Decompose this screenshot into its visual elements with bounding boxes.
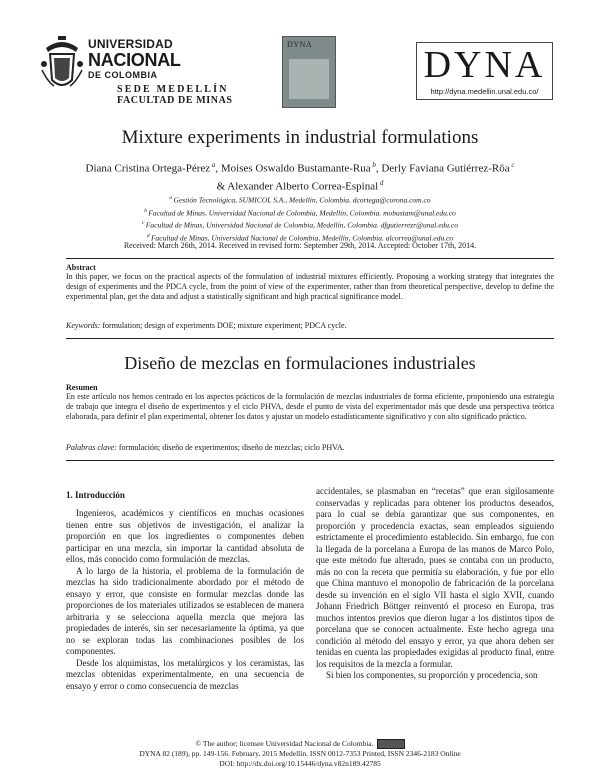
- author-affiliation-marker: d: [378, 178, 384, 187]
- author-separator: ,: [375, 162, 382, 175]
- body-column-right: [316, 486, 554, 682]
- author-affiliation-marker: a: [210, 161, 216, 169]
- university-name: [88, 38, 218, 80]
- author-line-2: [60, 176, 540, 194]
- abstract-heading: Abstract: [66, 263, 96, 272]
- author-name: Alexander Alberto Correa-Espinal: [227, 180, 379, 193]
- affiliation-marker: c: [141, 220, 146, 226]
- author-line-1: [60, 158, 540, 176]
- cover-title: DYNA: [287, 40, 313, 49]
- journal-logo-box: [416, 42, 553, 100]
- body-paragraph: Ingenieros, académicos y científicos en muchas ocasiones tienen entre sus objetivos de investigación, el analizar la proporción en que los ingredientes o componentes deben participar en una mezcla, sin importar la cantidad absoluta de ellos, más conocido como formulación de mezclas.: [66, 508, 304, 564]
- affiliation-item: [100, 193, 500, 206]
- keywords-text: formulation; design of experiments DOE; mixture experiment; PDCA cycle.: [100, 321, 347, 330]
- palabras-label: Palabras clave:: [66, 443, 117, 452]
- received-dates: Received: March 26th, 2014. Received in revised form: September 29th, 2014. Accepted: October 17th, 2014.: [123, 241, 477, 250]
- body-column-left: [66, 508, 304, 692]
- affiliation-text: Gestión Tecnológica, SUMICOL S.A., Medellín, Colombia. dcortega@corona.com.co: [173, 195, 431, 205]
- palabras-clave: [66, 443, 345, 453]
- author-ampersand: &: [216, 180, 228, 193]
- university-line3: DE COLOMBIA: [88, 70, 158, 80]
- affiliation-text: Facultad de Minas, Universidad Nacional de Colombia, Medellín, Colombia. mobustam@unal.edu.co: [148, 208, 456, 217]
- journal-cover-thumbnail: [282, 36, 336, 108]
- affiliation-marker: d: [146, 232, 151, 239]
- divider: [66, 460, 554, 461]
- abstract-text: In this paper, we focus on the practical aspects of the formulation of industrial mixtures efficiently. Proposing a working strategy that integrates the design of experiments and the PDCA cycle, from the point of view of the experimenter, rather than from theoretical perspective, develop to define the experimental plan, get the data and adjust a statistically significant and high practical significance model.: [66, 272, 554, 301]
- footer-copyright: [0, 739, 600, 749]
- journal-name: DYNA: [423, 44, 546, 86]
- keywords: [66, 321, 347, 331]
- university-line2: NACIONAL: [88, 50, 181, 70]
- divider: [66, 258, 554, 259]
- affiliation-list: [100, 193, 500, 243]
- author-separator: ,: [215, 162, 221, 175]
- divider: [66, 338, 554, 339]
- footer-doi[interactable]: DOI: http://dx.doi.org/10.15446/dyna.v82n189.42785: [219, 759, 381, 768]
- resumen-text: En este artículo nos hemos centrado en los aspectos prácticos de la formulación de mezclas industriales de forma eficiente, proponiendo una estrategia de trabajo que integra el diseño de experimentos y el ciclo PHVA, desde el punto de vista del experimentador más que desde una perspectiva teórica elaborada, para definir el plan experimental, obtener los datos y ajustar un modelo estadísticamente significativo y con alto significado práctico.: [66, 392, 554, 421]
- sede-label: SEDE MEDELLÍN: [117, 84, 229, 95]
- article-title-en: Mixture experiments in industrial formulations: [121, 127, 479, 148]
- keywords-label: Keywords:: [66, 321, 101, 330]
- affiliation-text: Facultad de Minas, Universidad Nacional de Colombia, Medellín, Colombia. alcorrea@unal.edu.co: [150, 233, 454, 242]
- article-title-es: Diseño de mezclas en formulaciones industriales: [124, 353, 476, 373]
- copyright-text: © The author; licensee Universidad Nacional de Colombia.: [195, 739, 374, 748]
- author-affiliation-marker: b: [370, 161, 376, 169]
- journal-url[interactable]: http://dyna.medellin.unal.edu.co/: [430, 87, 539, 96]
- body-paragraph: A lo largo de la historia, el problema de la formulación de mezclas ha sido tradicionalmente abordado por el método de ensayo y error, que consiste en formular mezclas donde las proporciones de los materiales utilizados se establecen de manera arbitraria y se selecciona aquella mezcla que mejora las propiedades de interés, sin ser necesariamente la óptima, ya que no se exploran todas las combinaciones posibles de los componentes.: [66, 565, 304, 656]
- affiliation-marker: b: [144, 207, 149, 214]
- body-paragraph: Si bien los componentes, su proporción y procedencia, son: [326, 670, 538, 680]
- cover-image: [289, 59, 329, 99]
- author-list: [60, 158, 540, 193]
- author-name: Derly Faviana Gutiérrez-Rôa: [381, 162, 510, 175]
- body-paragraph: Desde los alquimistas, los metalúrgicos y los ceramistas, las mezclas obtenidas experimentalmente, en una secuencia de ensayo y error o como consecuencia de mezclas: [66, 657, 304, 691]
- university-line1: UNIVERSIDAD: [88, 37, 173, 51]
- author-name: Moises Oswaldo Bustamante-Rua: [220, 162, 371, 175]
- resumen-heading: Resumen: [66, 383, 98, 392]
- affiliation-item: [100, 218, 500, 231]
- affiliation-marker: a: [169, 195, 174, 201]
- affiliation-item: [100, 206, 500, 219]
- facultad-label: FACULTAD DE MINAS: [117, 95, 233, 106]
- creative-commons-badge-icon: [377, 739, 405, 749]
- author-name: Diana Cristina Ortega-Pérez: [85, 162, 211, 175]
- author-affiliation-marker: c: [509, 161, 515, 169]
- affiliation-text: Facultad de Minas, Universidad Nacional de Colombia, Medellín, Colombia. dfgutierrezr@unal.edu.co: [145, 220, 459, 230]
- body-paragraph: accidentales, se plasmaban en “recetas” que eran sigilosamente conservadas y replicadas para obtener los productos deseados, para lo cual se debía garantizar que sus componentes, en proporción y procedencia exactas, sean empleados siguiendo estrictamente el procedimiento establecido. Sin embargo, fue con la llegada de la porcelana a Europa de las manos de Marco Polo, que este método fue alterado, pues se contaba con un producto, más no con la receta que permitía su elaboración, y fue por ello que China mantuvo el monopolio de fabricación de la porcelana desde su invención en el siglo VII hasta el siglo XVII, cuando Johann Friedrich Böttger reinventó el proceso en Europa, tras muchos intentos previos que dieron lugar a los distintos tipos de porcelana que se conocen actualmente. Este hecho agrega una condición al método del ensayo y error, ya que ahora deben ser tenidas en cuenta las propiedades exigidas al producto final, entre los requisitos de la mezcla a formular.: [316, 486, 554, 669]
- palabras-text: formulación; diseño de experimentos; diseño de mezclas; ciclo PHVA.: [116, 443, 345, 452]
- footer-citation: DYNA 82 (189), pp. 149-156. February, 2015 Medellín. ISSN 0012-7353 Printed, ISSN 2346-2183 Online: [139, 749, 461, 758]
- section-heading: 1. Introducción: [66, 490, 125, 500]
- university-seal-logo: [40, 34, 84, 92]
